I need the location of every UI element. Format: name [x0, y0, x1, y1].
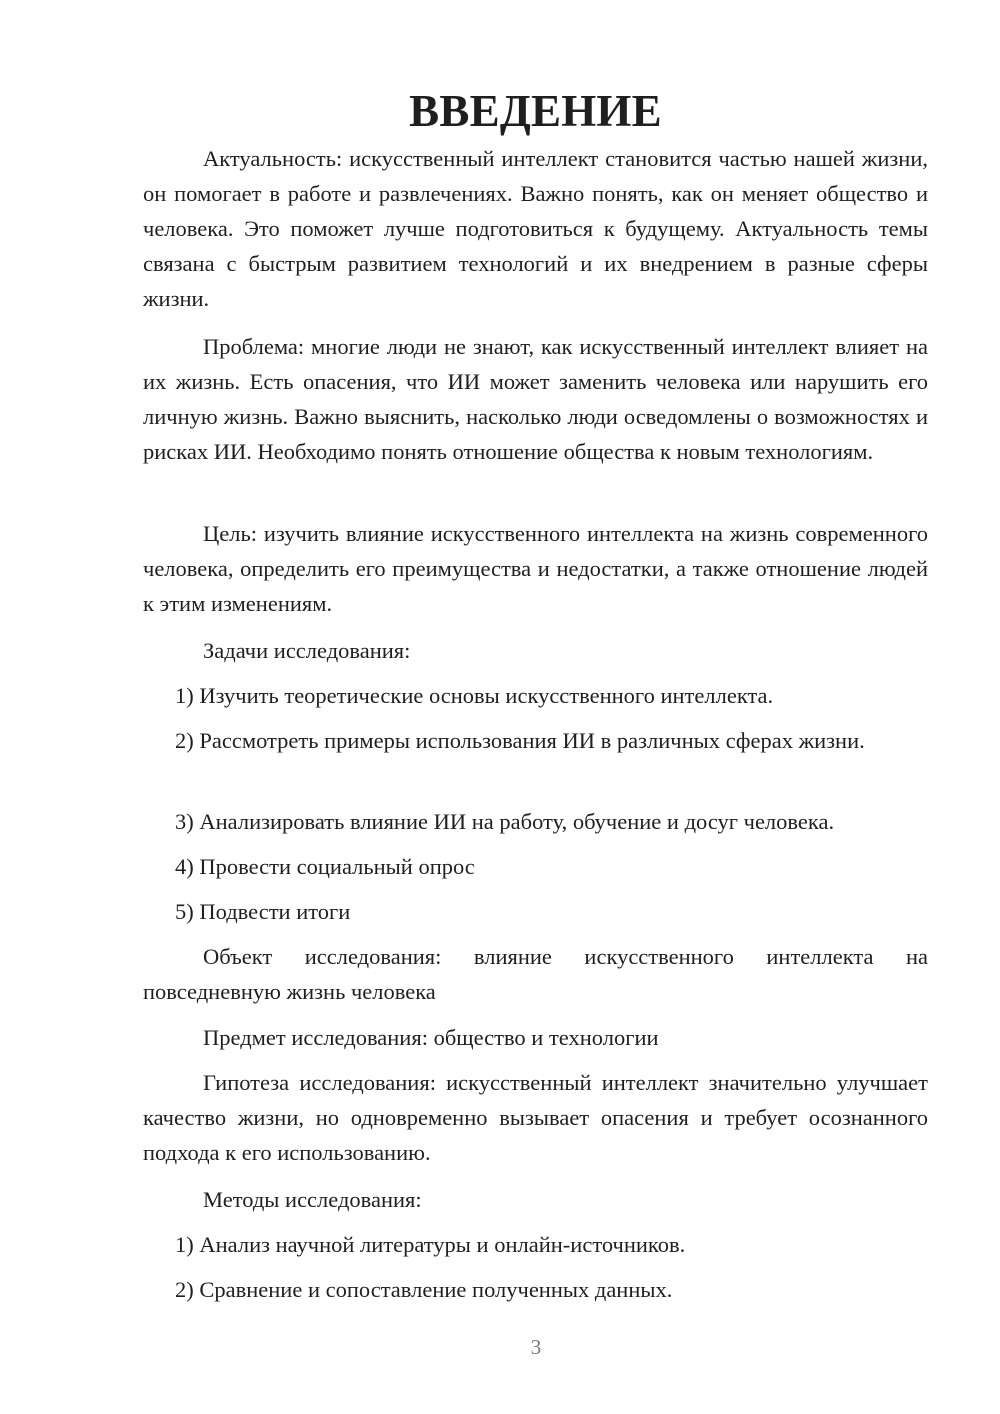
- paragraph-object: Объект исследования: влияние искусственного интеллекта на повседневную жизнь человека: [143, 944, 928, 1004]
- paragraph-problem: Проблема: многие люди не знают, как искусственный интеллект влияет на их жизнь. Есть опасения, что ИИ может заменить человека или нарушить его личную жизнь. Важно выяснить, насколько люди осведомлены о возможностях и рисках ИИ. Необходимо понять отношение общества к новым технологиям.: [143, 334, 928, 464]
- paragraph-relevance: Актуальность: искусственный интеллект становится частью нашей жизни, он помогает в работе и развлечениях. Важно понять, как он меняет общество и человека. Это поможет лучше подготовиться к будущему. Актуальность темы связана с быстрым развитием технологий и их внедрением в разные сферы жизни.: [143, 146, 928, 311]
- paragraph-subject: Предмет исследования: общество и технологии: [203, 1025, 659, 1050]
- task-item-1: 1) Изучить теоретические основы искусственного интеллекта.: [175, 683, 774, 708]
- paragraph-hypothesis: Гипотеза исследования: искусственный интеллект значительно улучшает качество жизни, но одновременно вызывает опасения и требует осознанного подхода к его использованию.: [143, 1070, 928, 1165]
- methods-heading: Методы исследования:: [203, 1187, 422, 1212]
- task-item-5: 5) Подвести итоги: [175, 899, 351, 924]
- section-title: ВВЕДЕНИЕ: [409, 86, 662, 136]
- method-item-2: 2) Сравнение и сопоставление полученных данных.: [175, 1277, 673, 1302]
- page-number: 3: [530, 1335, 542, 1359]
- paragraph-goal: Цель: изучить влияние искусственного интеллекта на жизнь современного человека, определить его преимущества и недостатки, а также отношение людей к этим изменениям.: [143, 521, 928, 616]
- method-item-1: 1) Анализ научной литературы и онлайн-источников.: [175, 1232, 686, 1257]
- tasks-heading: Задачи исследования:: [203, 638, 411, 663]
- task-item-2: 2) Рассмотреть примеры использования ИИ в различных сферах жизни.: [175, 728, 865, 753]
- task-item-4: 4) Провести социальный опрос: [175, 854, 475, 879]
- task-item-3: 3) Анализировать влияние ИИ на работу, обучение и досуг человека.: [175, 809, 835, 834]
